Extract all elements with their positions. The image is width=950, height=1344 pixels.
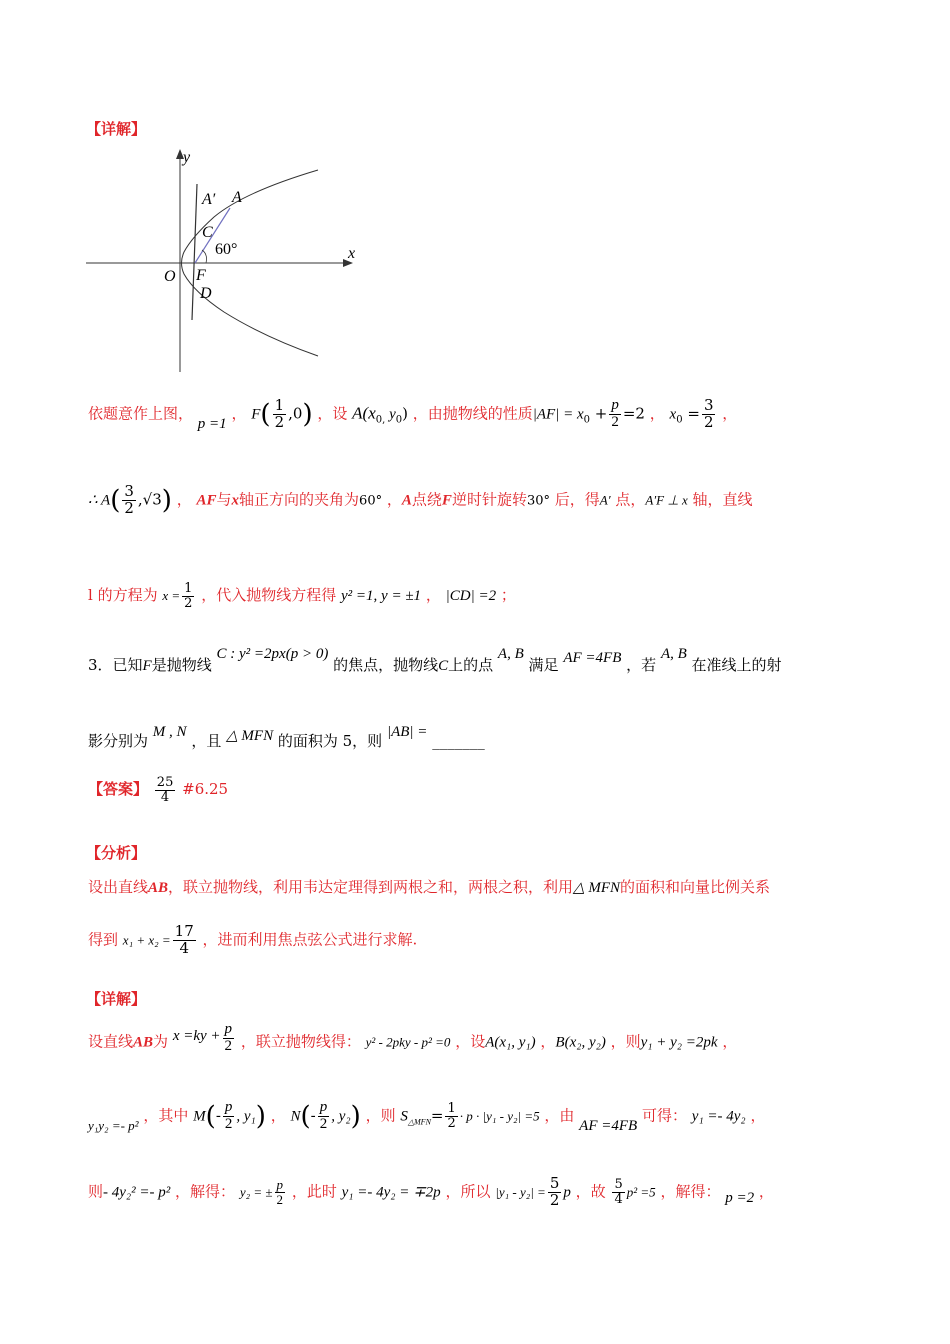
solution-line-3: l 的方程为 x = $\frac{1}{2}$ ，代入抛物线方程得 y² =1, y = ±1 ， |CD| =2 ； — [88, 581, 516, 611]
label-y: y — [183, 149, 191, 166]
section-label-detail-2: 【详解】 — [86, 990, 147, 1008]
solution-line-1: 依题意作上图， p =1 ， F( $\frac{1}{2}$ ,0) ，设 $A(x_{0,}$ $y_0$) ，由抛物线的性质$|AF| = x_0$ + $\frac{p}{2}$ =2 ， $x_0$ = $\frac{3}{2}$ ， — [88, 396, 738, 433]
label-a-prime: A′ — [202, 191, 216, 208]
analysis-line-2: 得到 x₁ + x₂ = $\frac{17}{4}$ ，进而利用焦点弦公式进行求解. — [88, 922, 418, 957]
solution-line-2: ∴ A( $\frac{3}{2}$ ,√3) ， AF与x轴正方向的夹角为60° ，A点绕F逆时针旋转30° 后，得A′ 点，A′F ⊥ x 轴，直线 — [88, 482, 753, 517]
label-d: D — [200, 285, 212, 302]
label-x: x — [348, 245, 356, 262]
question-3-line-1: 3．已知F是抛物线 C : y² =2px(p > 0) 的焦点，抛物线C上的点 A, B 满足 AF =4FB ，若 A, B 在准线上的射 — [88, 646, 782, 674]
label-a: A — [232, 189, 242, 206]
question-3-line-2: 影分别为 M , N ，且 △ MFN 的面积为 5，则 |AB| = _______ — [88, 724, 485, 750]
line-a-prime-f — [192, 184, 197, 320]
detail-line-3: 则- 4y₂² =- p² ，解得： y₂ = ± $\frac{p}{2}$ ，此时 y₁ =- 4y₂ = ∓2p ，所以 |y₁ - y₂| = $\frac{5}{2}$ p ，故 $\frac{5}{4}$ p² =5 ，解得： p =2 ， — [88, 1174, 774, 1209]
label-o: O — [164, 268, 176, 285]
analysis-line-1: 设出直线AB，联立抛物线，利用韦达定理得到两根之和，两根之积，利用△ MFN的面积和向量比例关系 — [88, 878, 771, 896]
label-c: C — [202, 224, 213, 241]
detail-line-2: y₁y₂ =- p² ，其中 M(- $\frac{p}{2}$ , y₁) ， N(- $\frac{p}{2}$ , y₂) ，则 $S_{\triangle MFN}=$ $\frac{1}{2}$ · p · |y₁ - y₂| =5 ，由 AF =4FB 可得： y₁ =- 4y₂ ， — [88, 1099, 766, 1135]
detail-line-1: 设直线AB为 x =ky + $\frac{p}{2}$ ，联立抛物线得： y² - 2pky - p² =0 ，设A(x₁, y₁) ，B(x₂, y₂) ，则y₁ + y₂ =2pk ， — [88, 1021, 738, 1054]
section-label-analysis: 【分析】 — [86, 844, 147, 862]
label-f: F — [196, 267, 206, 284]
parabola-figure — [84, 142, 374, 376]
answer-line: 【答案】 $\frac{25}{4}$ #6.25 — [88, 775, 229, 805]
label-60: 60° — [215, 241, 238, 258]
section-label-detail-1: 【详解】 — [86, 120, 147, 138]
